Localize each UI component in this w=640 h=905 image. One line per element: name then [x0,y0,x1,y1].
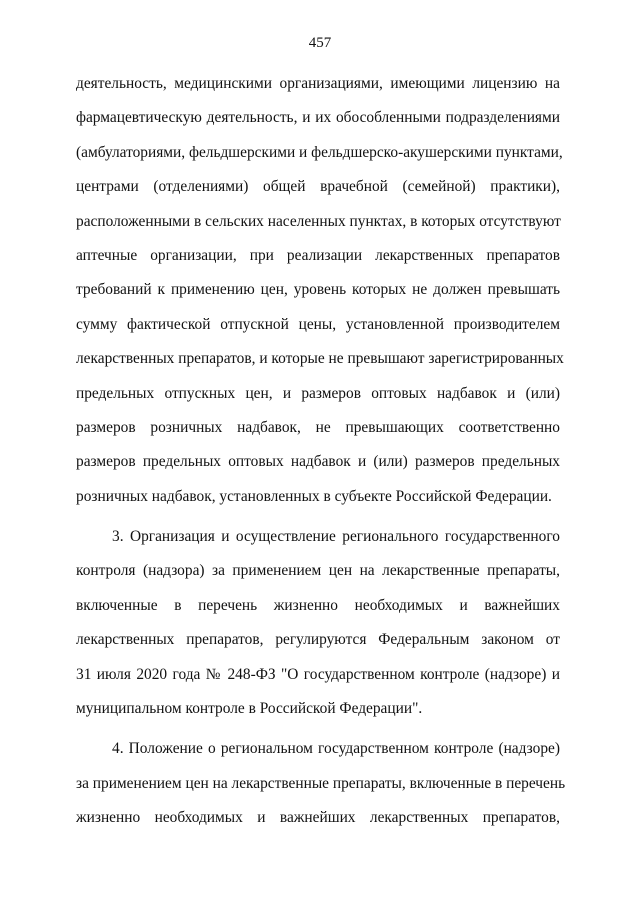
text-line: сумму фактической отпускной цены, установленной производителем [76,315,560,333]
text-line: размеров предельных оптовых надбавок и (или) размеров предельных [76,453,560,471]
text-line: требований к применению цен, уровень которых не должен превышать [76,281,560,299]
text-line: муниципальном контроле в Российской Федерации". [76,700,423,718]
paragraph-3 [76,520,560,726]
text-line: предельных отпускных цен, и размеров оптовых надбавок и (или) [76,384,560,402]
text-line: жизненно необходимых и важнейших лекарственных препаратов, [76,809,560,827]
page-number: 457 [308,35,332,51]
paragraph-4 [76,732,566,835]
text-line: контроля (надзора) за применением цен на лекарственные препараты, [76,562,560,580]
document-body [76,67,566,836]
text-line: лекарственных препаратов, регулируются Федеральным законом от [76,631,560,649]
text-line: аптечные организации, при реализации лекарственных препаратов [76,246,560,264]
text-line: 31 июля 2020 года № 248-ФЗ "О государственном контроле (надзоре) и [76,665,560,683]
text-line: 4. Положение о региональном государственном контроле (надзоре) [112,740,560,758]
text-line: (амбулаториями, фельдшерскими и фельдшерско-акушерскими пунктами, [76,143,563,161]
text-line: за применением цен на лекарственные препараты, включенные в перечень [76,774,566,792]
text-line: расположенными в сельских населенных пунктах, в которых отсутствуют [76,212,561,230]
text-line: центрами (отделениями) общей врачебной (семейной) практики), [76,178,560,196]
paragraph-continuation [76,67,564,514]
text-line: розничных надбавок, установленных в субъекте Российской Федерации. [76,487,552,505]
text-line: 3. Организация и осуществление регионального государственного [112,528,560,546]
text-line: лекарственных препаратов, и которые не превышают зарегистрированных [76,350,564,368]
text-line: деятельность, медицинскими организациями, имеющими лицензию на [76,75,560,92]
text-line: фармацевтическую деятельность, и их обособленными подразделениями [76,109,560,127]
text-line: включенные в перечень жизненно необходимых и важнейших [76,596,560,614]
text-line: размеров розничных надбавок, не превышающих соответственно [76,418,560,436]
